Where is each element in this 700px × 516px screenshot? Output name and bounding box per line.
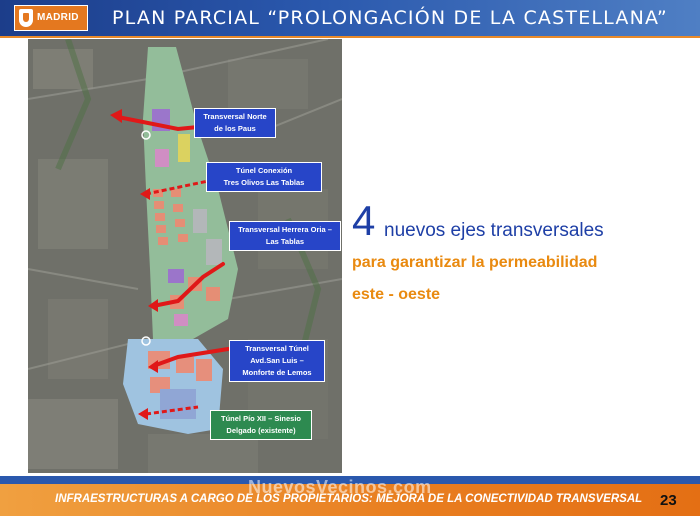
callout-line: Túnel Pío XII – Sinesio	[220, 414, 302, 423]
callout-line: Tres Olivos Las Tablas	[223, 178, 305, 187]
callout-tunel-san-luis	[229, 340, 325, 382]
headline-line-1: nuevos ejes transversales	[384, 220, 604, 241]
header-divider	[0, 36, 700, 38]
slide-title: PLAN PARCIAL “PROLONGACIÓN DE LA CASTELLANA”	[112, 7, 668, 29]
callout-herrera-oria	[229, 221, 341, 251]
footer-bar	[0, 476, 700, 516]
callout-line: de los Paus	[214, 124, 256, 133]
callout-line: Delgado (existente)	[226, 426, 296, 435]
headline-line-2: para garantizar la permeabilidad	[352, 254, 598, 271]
big-number: 4	[352, 197, 376, 244]
madrid-shield-icon	[19, 9, 33, 27]
callout-line: Monforte de Lemos	[242, 368, 312, 377]
page-number: 23	[660, 492, 677, 509]
callout-line: Transversal Norte	[203, 112, 267, 121]
callout-line: Las Tablas	[265, 237, 305, 246]
footer-caption: INFRAESTRUCTURAS A CARGO DE LOS PROPIETARIOS: MEJORA DE LA CONECTIVIDAD TRANSVERSAL	[55, 493, 643, 505]
aerial-map	[28, 39, 342, 473]
watermark: NuevosVecinos.com	[248, 477, 432, 497]
header-bar	[0, 0, 700, 36]
aerial-map-drawing	[28, 39, 342, 473]
madrid-logo[interactable]	[14, 5, 88, 31]
callout-tunel-conexion	[206, 162, 322, 192]
callout-line: Túnel Conexión	[235, 166, 293, 175]
headline-line-3: este - oeste	[352, 286, 441, 303]
logo-text: MADRID	[37, 12, 79, 23]
callout-transversal-norte	[194, 108, 276, 138]
callout-line: Transversal Túnel	[245, 344, 309, 353]
callout-line: Transversal Herrera Oria –	[238, 225, 332, 234]
callout-line: Avd.San Luis –	[250, 356, 304, 365]
callout-tunel-pio-xii	[210, 410, 312, 440]
